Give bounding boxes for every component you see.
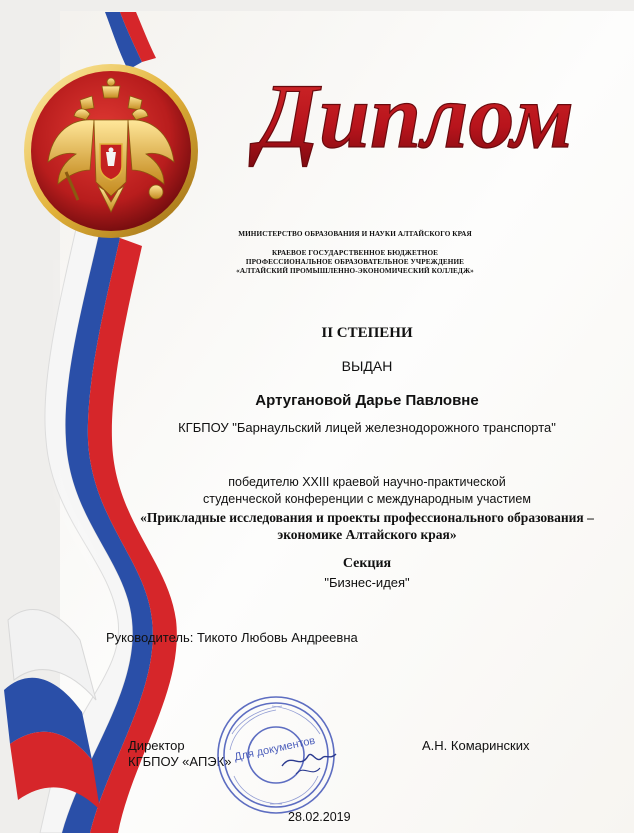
institution-line-3: «АЛТАЙСКИЙ ПРОМЫШЛЕННО-ЭКОНОМИЧЕСКИЙ КОЛЛЕДЖ» [236, 267, 474, 275]
title-text: Диплом [256, 65, 574, 167]
director-role: Директор [128, 738, 185, 753]
degree-text: II СТЕПЕНИ [321, 325, 413, 341]
award-line-3: «Прикладные исследования и проекты профессионального образования – [140, 510, 594, 525]
issued-text: ВЫДАН [341, 358, 393, 374]
section-name: "Бизнес-идея" [324, 575, 410, 590]
director-name: А.Н. Комаринских [422, 738, 530, 753]
institution-line-2: ПРОФЕССИОНАЛЬНОЕ ОБРАЗОВАТЕЛЬНОЕ УЧРЕЖДЕНИЕ [245, 258, 465, 266]
recipient-school: КГБПОУ "Барнаульский лицей железнодорожного транспорта" [178, 420, 556, 435]
institution-line-1: КРАЕВОЕ ГОСУДАРСТВЕННОЕ БЮДЖЕТНОЕ [271, 249, 439, 257]
official-stamp [212, 694, 340, 816]
diploma-title [205, 47, 625, 177]
issue-date: 28.02.2019 [288, 810, 351, 824]
russian-coat-of-arms-emblem [22, 62, 200, 240]
director-org: КГБПОУ «АПЭК» [128, 754, 232, 769]
ministry-line: МИНИСТЕРСТВО ОБРАЗОВАНИЯ И НАУКИ АЛТАЙСКОГО КРАЯ [238, 230, 472, 238]
stamp-center-text: Для документов [233, 734, 317, 764]
supervisor-line: Руководитель: Тикото Любовь Андреевна [106, 630, 358, 645]
award-line-1: победителю XXIII краевой научно-практической [228, 475, 506, 489]
section-label: Секция [342, 556, 392, 571]
award-line-4: экономике Алтайского края» [277, 527, 457, 542]
award-line-2: студенческой конференции с международным участием [203, 492, 531, 506]
recipient-name: Артугановой Дарье Павловне [255, 392, 479, 409]
